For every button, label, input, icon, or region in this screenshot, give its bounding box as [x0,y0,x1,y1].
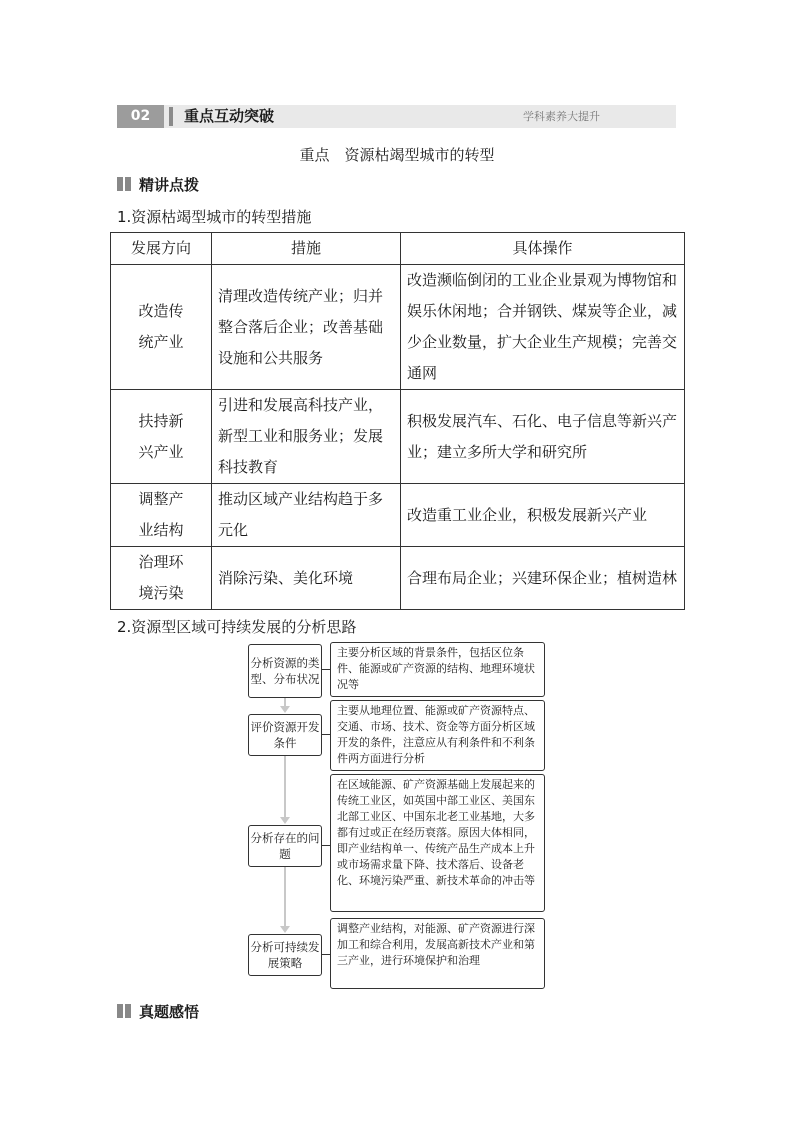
flow-arrow-head [280,926,290,933]
flow-connector [321,669,330,670]
operations-cell: 积极发展汽车、石化、电子信息等新兴产业；建立多所大学和研究所 [401,390,685,484]
table-row [111,484,685,547]
section-title: 重点互动突破 [184,107,275,125]
table-header: 措施 [212,233,401,265]
table-header: 具体操作 [401,233,685,265]
flow-step-box: 分析可持续发展策略 [248,934,322,976]
flow-arrow-head [280,817,290,824]
section-marker-icon [117,177,131,191]
flow-connector [321,845,330,846]
flow-step-box: 评价资源开发条件 [248,714,322,756]
direction-cell: 调整产业结构 [111,484,212,547]
flow-detail-box: 在区域能源、矿产资源基础上发展起来的传统工业区，如英国中部工业区、美国东北部工业区、中国东北老工业基地，大多都有过或正在经历衰落。原因大体相同，即产业结构单一、传统产品生产成本上升或市场需求量下降、技术落后、设备老化、环境污染严重、新技术革命的冲击等 [330,774,545,912]
flow-arrow [284,754,286,818]
section-number: 02 [117,105,164,128]
flow-detail-box: 调整产业结构，对能源、矿产资源进行深加工和综合利用，发展高新技术产业和第三产业，进行环境保护和治理 [330,918,545,989]
subsection-title-measures: 1.资源枯竭型城市的转型措施 [117,208,312,226]
flow-step-box: 分析资源的类型、分布状况 [248,644,322,698]
measures-cell: 推动区域产业结构趋于多元化 [212,484,401,547]
section-heading-explain [117,174,199,195]
measures-table [110,232,685,610]
section-heading-label: 真题感悟 [139,1003,200,1021]
table-row [111,390,685,484]
operations-cell: 改造濒临倒闭的工业企业景观为博物馆和娱乐休闲地；合并钢铁、煤炭等企业，减少企业数量，扩大企业生产规模；完善交通网 [401,265,685,390]
operations-cell: 改造重工业企业，积极发展新兴产业 [401,484,685,547]
flow-detail-box: 主要从地理位置、能源或矿产资源特点、交通、市场、技术、资金等方面分析区域开发的条件，注意应从有利条件和不利条件两方面进行分析 [330,700,545,771]
section-heading-exam [117,1001,199,1022]
section-heading-label: 精讲点拨 [139,176,200,194]
subsection-title-analysis: 2.资源型区域可持续发展的分析思路 [117,618,357,636]
operations-cell: 合理布局企业；兴建环保企业；植树造林 [401,547,685,610]
measures-cell: 清理改造传统产业；归并整合落后企业；改善基础设施和公共服务 [212,265,401,390]
flow-arrow [284,865,286,927]
direction-cell: 治理环境污染 [111,547,212,610]
section-subtitle: 学科素养大提升 [523,110,600,123]
flow-arrow-head [280,706,290,713]
direction-cell: 扶持新兴产业 [111,390,212,484]
flow-detail-box: 主要分析区域的背景条件，包括区位条件、能源或矿产资源的结构、地理环境状况等 [330,642,545,697]
table-row [111,265,685,390]
flow-step-box: 分析存在的问题 [248,825,322,867]
measures-cell: 消除污染、美化环境 [212,547,401,610]
key-point-title: 重点 资源枯竭型城市的转型 [299,146,495,164]
section-marker-icon [117,1004,131,1018]
banner-divider [169,107,173,126]
table-header: 发展方向 [111,233,212,265]
direction-cell: 改造传统产业 [111,265,212,390]
section-banner [117,105,676,128]
flow-connector [321,954,330,955]
measures-cell: 引进和发展高科技产业，新型工业和服务业；发展科技教育 [212,390,401,484]
flow-connector [321,734,330,735]
table-header-row [111,233,685,265]
table-row [111,547,685,610]
